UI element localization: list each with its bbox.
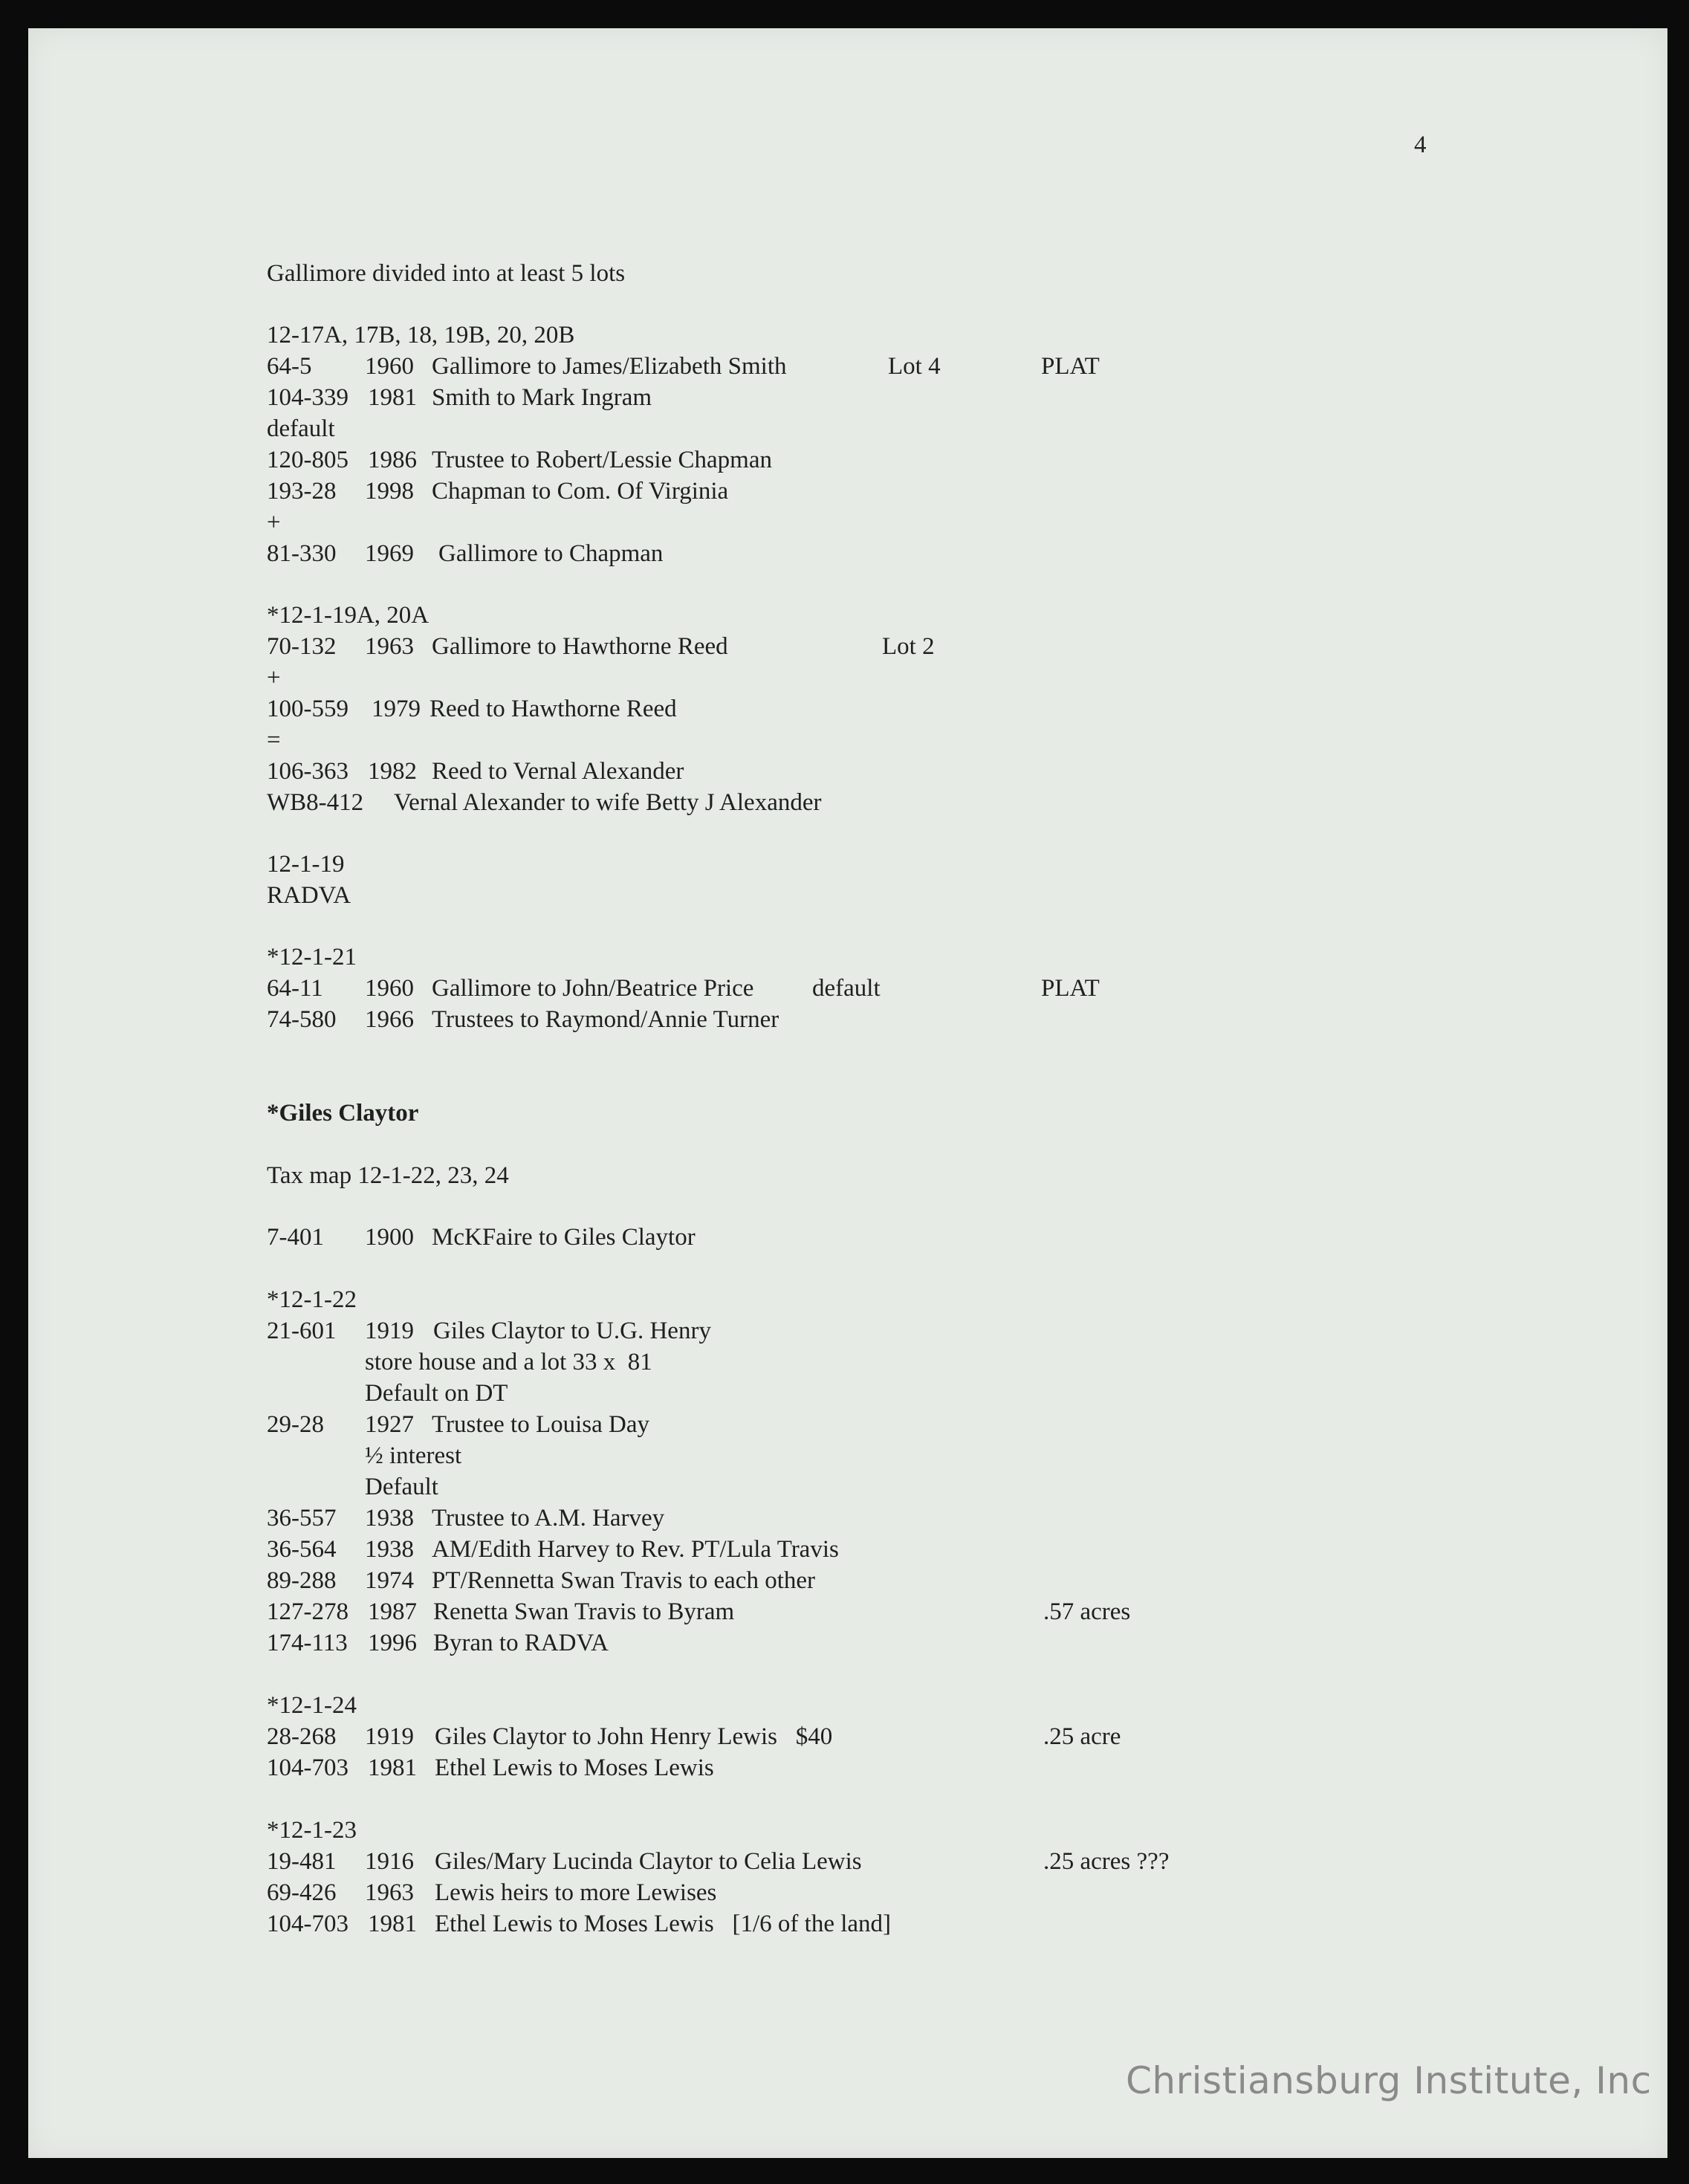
deed-record: WB8-412 Vernal Alexander to wife Betty J Alexander (267, 789, 822, 816)
deed-record: 127-278 1987 Renetta Swan Travis to Byram .57 acres (267, 1598, 1131, 1625)
parcel-id: *12-1-24 (267, 1692, 357, 1719)
deed-record: 89-288 1974 PT/Rennetta Swan Travis to each other (267, 1567, 816, 1594)
deed-note: Default (365, 1474, 438, 1500)
deed-record: 120-805 1986 Trustee to Robert/Lessie Chapman (267, 447, 772, 473)
deed-record: 36-564 1938 AM/Edith Harvey to Rev. PT/Lula Travis (267, 1536, 839, 1563)
owner-name: RADVA (267, 882, 351, 909)
deed-record: 174-113 1996 Byran to RADVA (267, 1630, 609, 1656)
deed-record: 104-703 1981 Ethel Lewis to Moses Lewis [1/6 of the land] (267, 1911, 892, 1937)
deed-record: 74-580 1966 Trustees to Raymond/Annie Turner (267, 1006, 779, 1033)
deed-note: default (267, 415, 335, 442)
deed-note: Default on DT (365, 1380, 508, 1407)
tax-map: Tax map 12-1-22, 23, 24 (267, 1162, 509, 1189)
deed-record: 36-557 1938 Trustee to A.M. Harvey (267, 1505, 665, 1532)
deed-record: 193-28 1998 Chapman to Com. Of Virginia (267, 478, 729, 505)
plus-sign: + (267, 509, 281, 536)
deed-record: 64-5 1960 Gallimore to James/Elizabeth Smith Lot 4 PLAT (267, 353, 1100, 380)
deed-record: 70-132 1963 Gallimore to Hawthorne Reed Lot 2 (267, 633, 935, 660)
parcel-id: 12-17A, 17B, 18, 19B, 20, 20B (267, 322, 575, 349)
section-heading: *Giles Claytor (267, 1100, 419, 1127)
deed-record: 106-363 1982 Reed to Vernal Alexander (267, 758, 684, 785)
deed-record: 104-703 1981 Ethel Lewis to Moses Lewis (267, 1754, 714, 1781)
parcel-id: *12-1-22 (267, 1286, 357, 1313)
deed-note: ½ interest (365, 1442, 462, 1469)
deed-record: 29-28 1927 Trustee to Louisa Day (267, 1411, 650, 1438)
deed-record: 21-601 1919 Giles Claytor to U.G. Henry (267, 1318, 711, 1344)
section-intro: Gallimore divided into at least 5 lots (267, 260, 626, 287)
watermark: Christiansburg Institute, Inc (1126, 2059, 1652, 2102)
deed-record: 100-559 1979 Reed to Hawthorne Reed (267, 696, 677, 722)
deed-record: 104-339 1981 Smith to Mark Ingram (267, 384, 652, 411)
deed-record: 28-268 1919 Giles Claytor to John Henry Lewis $40 .25 acre (267, 1723, 1121, 1750)
deed-record: 7-401 1900 McKFaire to Giles Claytor (267, 1224, 696, 1251)
deed-record: 19-481 1916 Giles/Mary Lucinda Claytor to Celia Lewis .25 acres ??? (267, 1848, 1170, 1875)
page-number: 4 (1414, 132, 1427, 158)
parcel-id: *12-1-21 (267, 944, 357, 971)
parcel-id: 12-1-19 (267, 851, 345, 878)
deed-record: 64-11 1960 Gallimore to John/Beatrice Price default PLAT (267, 975, 1100, 1002)
plus-sign: + (267, 664, 281, 691)
parcel-id: *12-1-19A, 20A (267, 602, 429, 629)
parcel-id: *12-1-23 (267, 1817, 357, 1844)
deed-note: store house and a lot 33 x 81 (365, 1349, 652, 1375)
deed-record: 81-330 1969 Gallimore to Chapman (267, 540, 664, 567)
deed-record: 69-426 1963 Lewis heirs to more Lewises (267, 1879, 717, 1906)
equals-sign: = (267, 727, 281, 754)
